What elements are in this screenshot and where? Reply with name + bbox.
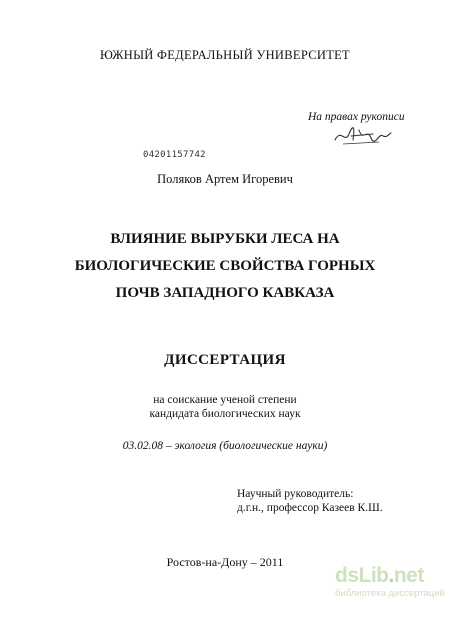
document-type: ДИССЕРТАЦИЯ: [164, 352, 286, 368]
degree-line: кандидата биологических наук: [149, 408, 301, 420]
dslib-logo: [335, 565, 450, 587]
advisor-name: д.г.н., профессор Казеев К.Ш.: [237, 502, 383, 514]
barcode-number: 04201157742: [143, 150, 206, 160]
author-name: Поляков Артем Игоревич: [157, 172, 293, 186]
title-line: ВЛИЯНИЕ ВЫРУБКИ ЛЕСА НА: [110, 231, 340, 247]
dslib-subtitle: библиотека диссертаций: [335, 588, 445, 599]
logo-tld: net: [393, 564, 424, 587]
dissertation-title: [0, 226, 450, 307]
manuscript-note: На правах рукописи: [308, 111, 405, 123]
university-name: ЮЖНЫЙ ФЕДЕРАЛЬНЫЙ УНИВЕРСИТЕТ: [100, 48, 350, 62]
signature-icon: [333, 124, 393, 148]
advisor-label: Научный руководитель:: [237, 488, 354, 500]
degree-line: на соискание ученой степени: [153, 394, 297, 406]
title-line: ПОЧВ ЗАПАДНОГО КАВКАЗА: [115, 285, 335, 301]
degree-info: [0, 393, 450, 421]
title-line: БИОЛОГИЧЕСКИЕ СВОЙСТВА ГОРНЫХ: [74, 258, 376, 274]
logo-dot: .: [388, 564, 394, 587]
scientific-advisor: [237, 487, 383, 515]
city-year: Ростов-на-Дону – 2011: [166, 555, 284, 569]
specialty-code: 03.02.08 – экология (биологические науки): [122, 440, 328, 452]
logo-main: dsLib: [335, 564, 389, 587]
dslib-watermark[interactable]: [335, 565, 450, 599]
